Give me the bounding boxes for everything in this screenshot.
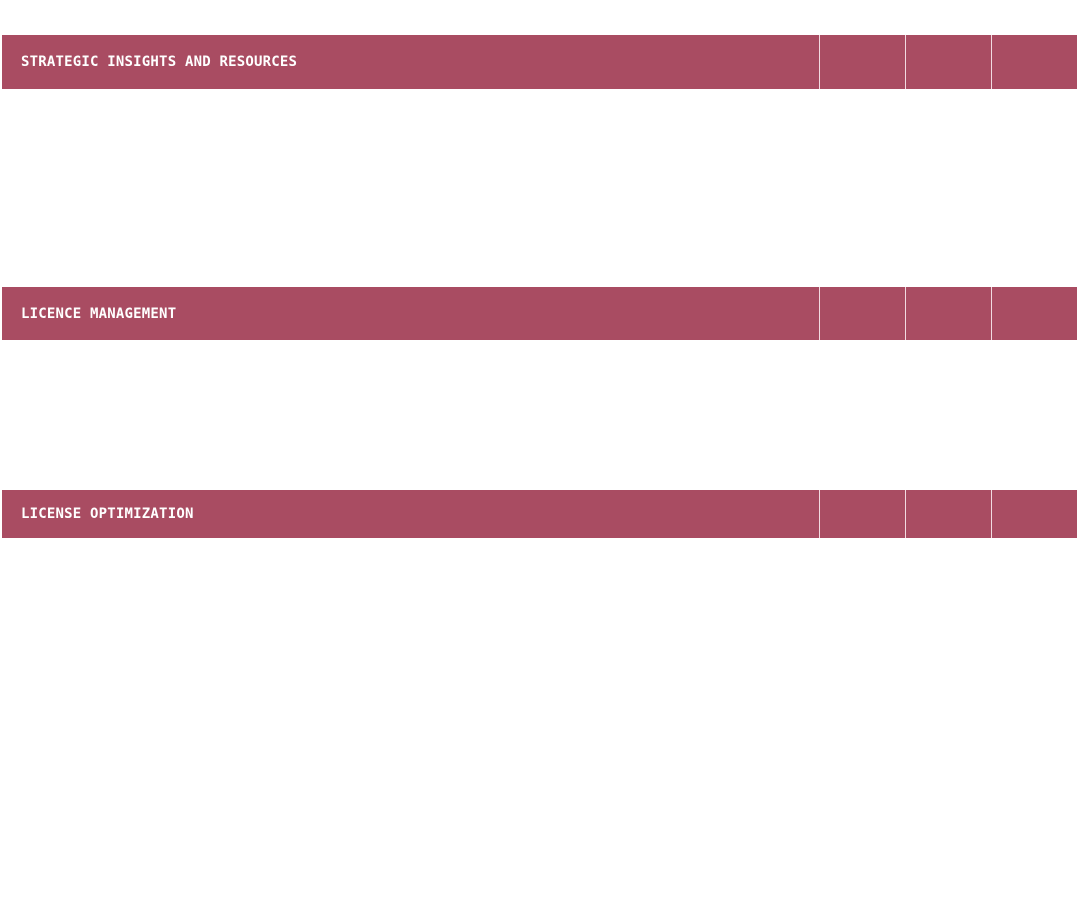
- section-title: LICENCE MANAGEMENT: [21, 305, 177, 322]
- column-cell-1: [820, 35, 906, 89]
- section-title-cell: [2, 35, 820, 89]
- section-header-licence-management[interactable]: [2, 287, 1077, 340]
- section-title: LICENSE OPTIMIZATION: [21, 506, 194, 522]
- column-cell-1: [820, 490, 906, 538]
- column-cell-2: [906, 287, 992, 340]
- section-header-strategic-insights[interactable]: [2, 35, 1077, 89]
- section-title: STRATEGIC INSIGHTS AND RESOURCES: [21, 54, 298, 70]
- section-header-license-optimization[interactable]: [2, 490, 1077, 538]
- column-cell-3: [992, 490, 1077, 538]
- column-cell-3: [992, 35, 1077, 89]
- column-cell-1: [820, 287, 906, 340]
- section-title-cell: [2, 287, 820, 340]
- column-cell-3: [992, 287, 1077, 340]
- column-cell-2: [906, 490, 992, 538]
- section-title-cell: [2, 490, 820, 538]
- column-cell-2: [906, 35, 992, 89]
